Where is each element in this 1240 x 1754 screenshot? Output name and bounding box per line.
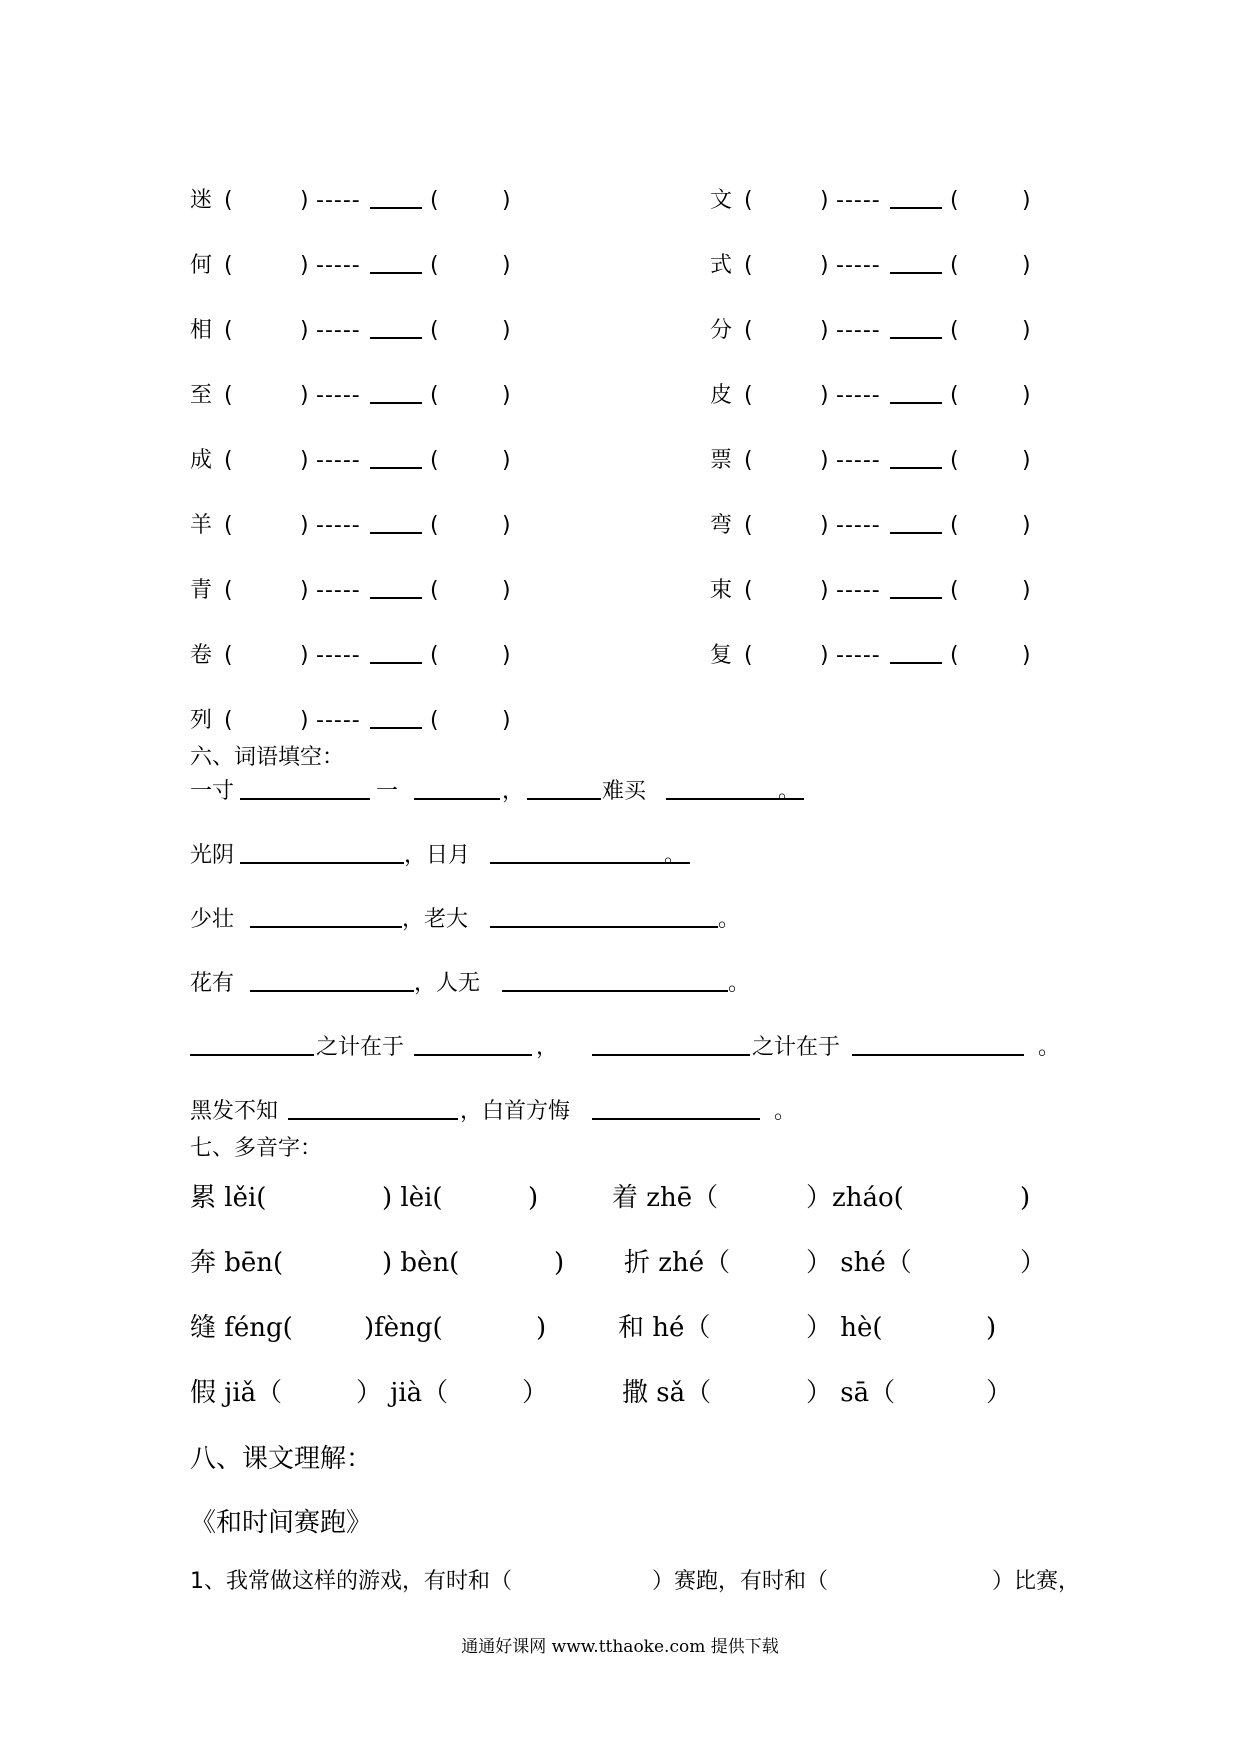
char-row (710, 311, 1050, 351)
answer-blank[interactable] (370, 636, 422, 664)
fill-text: 之计在于 (316, 1035, 405, 1060)
dash-separator: ----- (836, 188, 881, 213)
answer-blank[interactable] (490, 836, 690, 864)
dash-separator: ----- (316, 708, 361, 733)
close-paren: ) (502, 578, 511, 603)
polyphonic-entry: 撒 sǎ（ (622, 1378, 712, 1408)
close-paren: ) (502, 318, 511, 343)
char-label: 列 (190, 708, 213, 733)
dash-separator: ----- (316, 578, 361, 603)
polyphonic-entry: ）zháo( (806, 1183, 904, 1213)
polyphonic-entry: 缝 féng( (190, 1313, 293, 1343)
section6-title: 六、词语填空： (190, 745, 345, 770)
char-label: 何 (190, 253, 213, 278)
fill-text: ，白首方悔 (460, 1099, 571, 1124)
polyphonic-entry: ) bèn( (382, 1248, 460, 1278)
answer-blank[interactable] (370, 441, 422, 469)
fill-text: 一 (376, 779, 399, 804)
close-paren: ) (1022, 188, 1031, 213)
close-paren: ) (1022, 643, 1031, 668)
close-paren: ) (300, 708, 309, 733)
fill-text: 。 (728, 971, 751, 996)
char-row (190, 571, 530, 611)
open-paren: ( (950, 318, 959, 343)
close-paren: ) (1022, 448, 1031, 473)
open-paren: ( (950, 383, 959, 408)
close-paren: ) (502, 448, 511, 473)
char-row (190, 376, 530, 416)
answer-blank[interactable] (370, 571, 422, 599)
close-paren: ) (1022, 253, 1031, 278)
polyphonic-entry: 奔 bēn( (190, 1248, 284, 1278)
char-label: 弯 (710, 513, 733, 538)
fill-text: ， (536, 1035, 559, 1060)
char-label: 至 (190, 383, 213, 408)
close-paren: ) (502, 188, 511, 213)
open-paren: ( (224, 188, 233, 213)
answer-blank[interactable] (890, 441, 942, 469)
fill-text: ，人无 (414, 971, 481, 996)
fill-text: 。 (718, 907, 741, 932)
answer-blank[interactable] (890, 246, 942, 274)
open-paren: ( (430, 643, 439, 668)
polyphonic-entry: ) (986, 1313, 997, 1343)
char-row (710, 506, 1050, 546)
fill-text: 。 (664, 843, 687, 868)
answer-blank[interactable] (370, 376, 422, 404)
close-paren: ) (300, 188, 309, 213)
close-paren: ) (1022, 318, 1031, 343)
open-paren: ( (430, 253, 439, 278)
polyphonic-entry: 累 lěi( (190, 1183, 267, 1213)
answer-blank[interactable] (370, 246, 422, 274)
open-paren: ( (430, 188, 439, 213)
open-paren: ( (430, 383, 439, 408)
polyphonic-entry: ） hè( (806, 1313, 883, 1343)
fill-text: 。 (1038, 1035, 1061, 1060)
polyphonic-entry: ） jià（ (356, 1378, 449, 1408)
close-paren: ) (820, 513, 829, 538)
open-paren: ( (950, 188, 959, 213)
polyphonic-entry: ) (554, 1248, 565, 1278)
fill-line-4 (190, 964, 1090, 1004)
dash-separator: ----- (316, 448, 361, 473)
close-paren: ) (820, 188, 829, 213)
char-row (710, 376, 1050, 416)
answer-blank[interactable] (250, 900, 402, 928)
close-paren: ) (1022, 578, 1031, 603)
answer-blank[interactable] (250, 964, 414, 992)
fill-text: ，日月 (404, 843, 471, 868)
open-paren: ( (744, 643, 753, 668)
fill-text: 黑发不知 (190, 1099, 279, 1124)
char-label: 皮 (710, 383, 733, 408)
char-label: 相 (190, 318, 213, 343)
close-paren: ) (1022, 383, 1031, 408)
dash-separator: ----- (316, 253, 361, 278)
open-paren: ( (224, 513, 233, 538)
char-label: 羊 (190, 513, 213, 538)
close-paren: ) (300, 253, 309, 278)
char-label: 束 (710, 578, 733, 603)
answer-blank[interactable] (592, 1028, 750, 1056)
polyphonic-entry: ） shé（ (806, 1248, 912, 1278)
polyphonic-entry: 和 hé（ (618, 1313, 711, 1343)
answer-blank[interactable] (890, 376, 942, 404)
char-row (710, 441, 1050, 481)
polyphonic-entry: )fèng( (364, 1313, 443, 1343)
open-paren: ( (224, 643, 233, 668)
fill-line-5 (190, 1028, 1090, 1068)
open-paren: ( (744, 578, 753, 603)
fill-line-3 (190, 900, 1090, 940)
open-paren: ( (744, 383, 753, 408)
answer-blank[interactable] (240, 772, 370, 800)
char-row (710, 636, 1050, 676)
question-text: ）比赛， (992, 1569, 1081, 1594)
answer-blank[interactable] (490, 900, 718, 928)
char-label: 青 (190, 578, 213, 603)
fill-text: 少壮 (190, 907, 235, 932)
answer-blank[interactable] (502, 964, 728, 992)
section7-title: 七、多音字： (190, 1136, 323, 1161)
close-paren: ) (502, 513, 511, 538)
dash-separator: ----- (316, 383, 361, 408)
fill-text: 。 (778, 779, 801, 804)
answer-blank[interactable] (370, 506, 422, 534)
char-row (190, 636, 530, 676)
fill-text: 一寸 (190, 779, 235, 804)
answer-blank[interactable] (890, 311, 942, 339)
char-row (190, 701, 530, 741)
section8-title: 八、课文理解： (190, 1444, 373, 1474)
polyphonic-entry: ) lèi( (382, 1183, 443, 1213)
footer-credit: 通通好课网 www.tthaoke.com 提供下载 (461, 1637, 779, 1657)
text-title: 《和时间赛跑》 (190, 1508, 373, 1538)
dash-separator: ----- (836, 383, 881, 408)
char-row (190, 506, 530, 546)
char-label: 卷 (190, 643, 213, 668)
char-label: 文 (710, 188, 733, 213)
fill-text: 之计在于 (752, 1035, 841, 1060)
polyphonic-entry: ) (536, 1313, 547, 1343)
char-row (190, 181, 530, 221)
char-label: 票 (710, 448, 733, 473)
dash-separator: ----- (316, 318, 361, 343)
answer-blank[interactable] (240, 836, 404, 864)
answer-blank[interactable] (527, 772, 601, 800)
open-paren: ( (224, 578, 233, 603)
open-paren: ( (744, 448, 753, 473)
answer-blank[interactable] (852, 1028, 1024, 1056)
fill-text: 难买 (602, 779, 647, 804)
polyphonic-entry: ) (528, 1183, 539, 1213)
char-row (710, 246, 1050, 286)
char-row (190, 311, 530, 351)
char-label: 式 (710, 253, 733, 278)
close-paren: ) (820, 448, 829, 473)
open-paren: ( (224, 708, 233, 733)
answer-blank[interactable] (370, 701, 422, 729)
answer-blank[interactable] (592, 1092, 760, 1120)
open-paren: ( (950, 643, 959, 668)
open-paren: ( (430, 448, 439, 473)
answer-blank[interactable] (190, 1028, 314, 1056)
close-paren: ) (300, 383, 309, 408)
char-row (190, 246, 530, 286)
open-paren: ( (744, 253, 753, 278)
close-paren: ) (502, 643, 511, 668)
close-paren: ) (300, 643, 309, 668)
close-paren: ) (300, 448, 309, 473)
question-1 (190, 1562, 1090, 1602)
open-paren: ( (224, 253, 233, 278)
open-paren: ( (950, 513, 959, 538)
open-paren: ( (224, 448, 233, 473)
close-paren: ) (820, 643, 829, 668)
open-paren: ( (430, 318, 439, 343)
open-paren: ( (430, 578, 439, 603)
close-paren: ) (502, 253, 511, 278)
dash-separator: ----- (836, 513, 881, 538)
close-paren: ) (300, 578, 309, 603)
open-paren: ( (224, 383, 233, 408)
char-row (710, 571, 1050, 611)
dash-separator: ----- (836, 643, 881, 668)
fill-text: 花有 (190, 971, 235, 996)
open-paren: ( (430, 513, 439, 538)
question-text: ）赛跑，有时和（ (652, 1569, 829, 1594)
answer-blank[interactable] (890, 571, 942, 599)
polyphonic-entry: ） sā（ (806, 1378, 896, 1408)
fill-line-2 (190, 836, 1090, 876)
fill-text: 光阴 (190, 843, 235, 868)
close-paren: ) (502, 708, 511, 733)
polyphonic-entry: 假 jiǎ（ (190, 1378, 283, 1408)
answer-blank[interactable] (414, 1028, 532, 1056)
open-paren: ( (744, 318, 753, 343)
polyphonic-row (0, 1178, 1100, 1218)
open-paren: ( (744, 513, 753, 538)
answer-blank[interactable] (370, 311, 422, 339)
char-row (710, 181, 1050, 221)
dash-separator: ----- (836, 253, 881, 278)
open-paren: ( (430, 708, 439, 733)
answer-blank[interactable] (890, 506, 942, 534)
open-paren: ( (224, 318, 233, 343)
dash-separator: ----- (836, 578, 881, 603)
close-paren: ) (820, 318, 829, 343)
polyphonic-entry: 折 zhé（ (624, 1248, 731, 1278)
polyphonic-entry: 着 zhē（ (612, 1183, 719, 1213)
char-label: 复 (710, 643, 733, 668)
polyphonic-entry: ） (1020, 1248, 1047, 1278)
open-paren: ( (950, 253, 959, 278)
dash-separator: ----- (316, 513, 361, 538)
close-paren: ) (300, 513, 309, 538)
dash-separator: ----- (316, 188, 361, 213)
close-paren: ) (1022, 513, 1031, 538)
answer-blank[interactable] (370, 181, 422, 209)
dash-separator: ----- (836, 448, 881, 473)
fill-line-1 (190, 772, 1090, 812)
char-row (190, 441, 530, 481)
answer-blank[interactable] (890, 636, 942, 664)
answer-blank[interactable] (414, 772, 500, 800)
dash-separator: ----- (836, 318, 881, 343)
fill-text: ， (502, 779, 525, 804)
fill-line-6 (190, 1092, 1090, 1132)
open-paren: ( (744, 188, 753, 213)
dash-separator: ----- (316, 643, 361, 668)
polyphonic-entry: ) (1020, 1183, 1031, 1213)
polyphonic-row (0, 1308, 1100, 1348)
question-text: 1、我常做这样的游戏，有时和（ (190, 1569, 512, 1594)
char-label: 成 (190, 448, 213, 473)
fill-text: ，老大 (402, 907, 469, 932)
polyphonic-row (0, 1373, 1100, 1413)
polyphonic-row (0, 1243, 1100, 1283)
open-paren: ( (950, 578, 959, 603)
answer-blank[interactable] (288, 1092, 458, 1120)
close-paren: ) (502, 383, 511, 408)
close-paren: ) (820, 578, 829, 603)
char-label: 分 (710, 318, 733, 343)
close-paren: ) (820, 253, 829, 278)
polyphonic-entry: ） (522, 1378, 549, 1408)
fill-text: 。 (774, 1099, 797, 1124)
answer-blank[interactable] (890, 181, 942, 209)
close-paren: ) (820, 383, 829, 408)
char-label: 迷 (190, 188, 213, 213)
polyphonic-entry: ） (986, 1378, 1013, 1408)
open-paren: ( (950, 448, 959, 473)
close-paren: ) (300, 318, 309, 343)
